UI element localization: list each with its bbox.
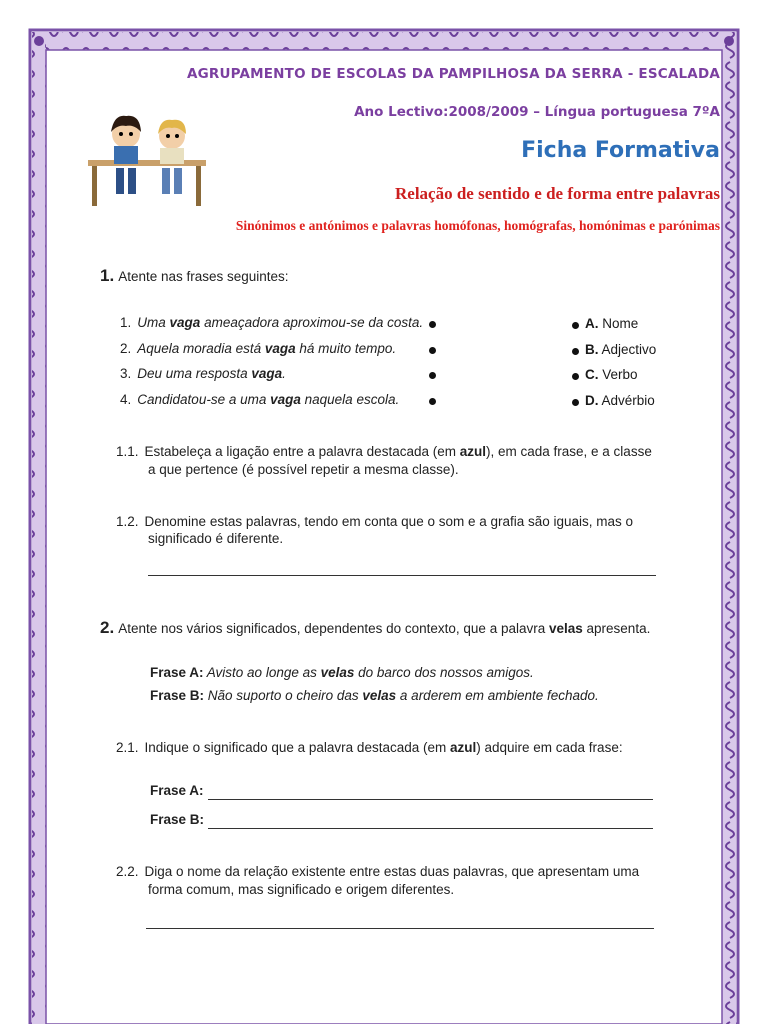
highlighted-word: vaga (264, 341, 296, 356)
question-1 (100, 266, 289, 286)
sentence-1: 1. Uma vaga ameaçadora aproximou-se da costa. (120, 315, 424, 330)
answer-label-b: Frase B: (150, 812, 205, 827)
worksheet-topics: Sinónimos e antónimos e palavras homófonas, homógrafas, homónimas e parónimas (235, 218, 720, 233)
match-dot-sentence-4[interactable] (429, 398, 436, 405)
sentence-2: 2. Aquela moradia está vaga há muito tempo. (120, 341, 397, 356)
worksheet-title: Ficha Formativa (521, 138, 720, 163)
worksheet-page (48, 52, 720, 1024)
highlighted-word: velas (362, 688, 397, 703)
match-dot-option-a[interactable] (572, 322, 579, 329)
option-b: B. Adjectivo (585, 342, 657, 357)
answer-line-2-2[interactable] (146, 928, 654, 929)
highlighted-word: vaga (169, 315, 201, 330)
sentence-a: Frase A: Avisto ao longe as velas do barco dos nossos amigos. (150, 665, 534, 680)
highlighted-word: velas (548, 621, 583, 636)
question-2: 2. Atente nos vários significados, dependentes do contexto, que a palavra velas apresenta. (100, 618, 651, 637)
option-c: C. Verbo (585, 367, 638, 382)
sentence-b: Frase B: Não suporto o cheiro das velas a arderem em ambiente fechado. (150, 688, 599, 703)
option-d: D. Advérbio (585, 393, 655, 408)
question-1-1-line-1: 1.1. Estabeleça a ligação entre a palavra destacada (em azul), em cada frase, e a classe (116, 444, 652, 459)
question-1-2-line-1: 1.2. Denomine estas palavras, tendo em conta que o som e a grafia são iguais, mas o (116, 514, 634, 529)
match-dot-sentence-3[interactable] (429, 372, 436, 379)
students-illustration (74, 104, 224, 212)
answer-line-b[interactable] (208, 828, 653, 829)
match-dot-option-b[interactable] (572, 348, 579, 355)
match-dot-option-d[interactable] (572, 399, 579, 406)
school-year: Ano Lectivo:2008/2009 – Língua portuguesa 7ºA (354, 104, 720, 120)
sentence-3: 3. Deu uma resposta vaga. (120, 366, 286, 381)
question-2-2-line-1: 2.2. Diga o nome da relação existente entre estas duas palavras, que apresentam uma (116, 864, 640, 879)
answer-line-1-2[interactable] (148, 575, 656, 576)
question-1-1-line-2: a que pertence (é possível repetir a mesma classe). (148, 462, 459, 477)
match-dot-sentence-2[interactable] (429, 347, 436, 354)
match-dot-option-c[interactable] (572, 373, 579, 380)
question-2-1: 2.1. Indique o significado que a palavra destacada (em azul) adquire em cada frase: (116, 740, 623, 755)
highlighted-word: vaga (251, 366, 283, 381)
question-2-2-line-2: forma comum, mas significado e origem diferentes. (148, 882, 455, 897)
highlighted-word: vaga (270, 392, 301, 407)
answer-label-a: Frase A: (150, 783, 204, 798)
question-1-number: 1. (100, 266, 115, 285)
school-name: AGRUPAMENTO DE ESCOLAS DA PAMPILHOSA DA SERRA - ESCALADA (186, 66, 720, 82)
question-1-2-line-2: significado é diferente. (148, 531, 284, 546)
highlighted-word: velas (320, 665, 355, 680)
match-dot-sentence-1[interactable] (429, 321, 436, 328)
worksheet-subtitle: Relação de sentido e de forma entre palavras (395, 184, 720, 203)
sentence-4: 4. Candidatou-se a uma vaga naquela escola. (120, 392, 400, 407)
option-a: A. Nome (585, 316, 639, 331)
answer-line-a[interactable] (208, 799, 653, 800)
question-1-text: Atente nas frases seguintes: (118, 269, 289, 284)
